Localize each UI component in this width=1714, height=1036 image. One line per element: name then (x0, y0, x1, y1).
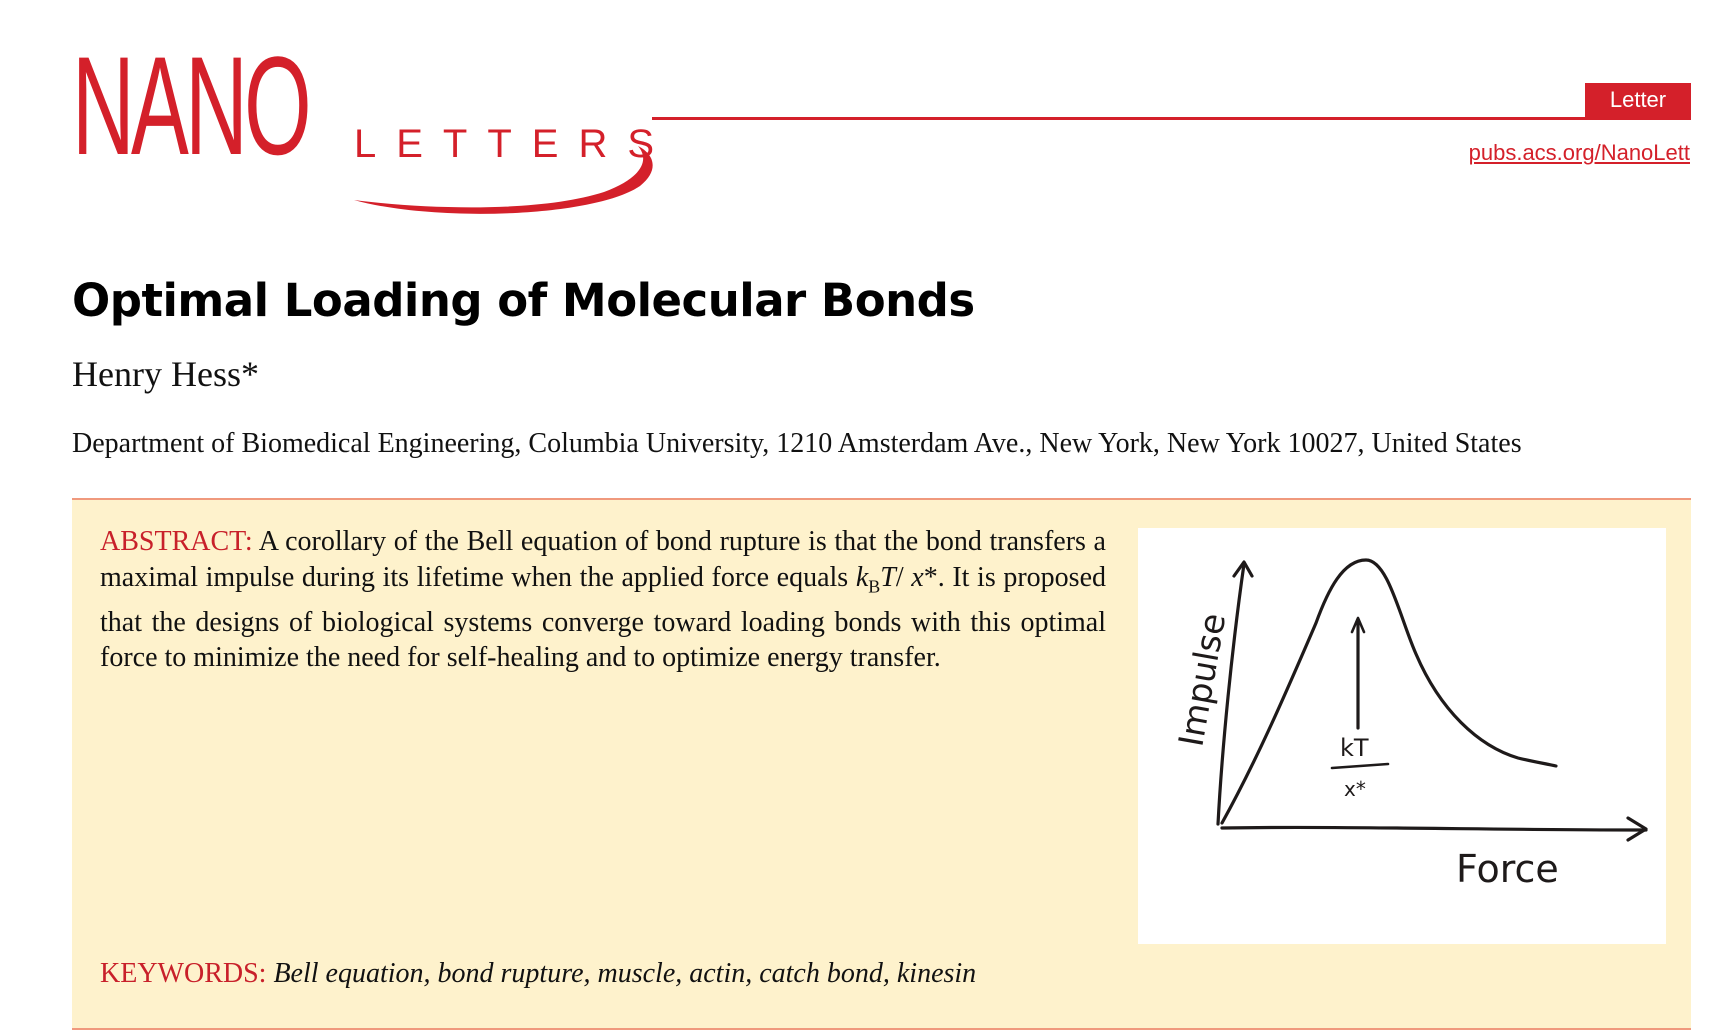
keywords-list: Bell equation, bond rupture, muscle, actin, catch bond, kinesin (273, 958, 977, 989)
abstract-body-1: A corollary of the Bell equation of bond rupture is that the bond transfers a maximal impulse during its lifetime when the applied force equals (100, 526, 1106, 593)
paper-title: Optimal Loading of Molecular Bonds (72, 274, 975, 327)
article-type-badge: Letter (1585, 83, 1691, 117)
sketch-y-label: Impulse (1171, 610, 1235, 750)
sketch-impulse-curve (1222, 560, 1556, 823)
abstract-box (72, 498, 1691, 1030)
toc-graphic-sketch (1138, 528, 1666, 944)
journal-url-link[interactable]: pubs.acs.org/NanoLett (1468, 140, 1690, 165)
abstract-kb-T: T (880, 561, 896, 593)
abstract-x: x (911, 561, 924, 593)
journal-logo-nano: NANO (72, 27, 308, 184)
keywords-line (100, 960, 976, 988)
abstract-kb-sub: B (868, 576, 881, 597)
abstract-text (100, 524, 1106, 676)
sketch-peak-denominator: x* (1344, 777, 1366, 801)
keywords-label: KEYWORDS: (100, 958, 267, 989)
abstract-kb-k: k (855, 561, 869, 593)
journal-logo-letters: LETTERS (354, 122, 675, 166)
sketch-x-label: Force (1456, 847, 1559, 891)
header-rule (652, 117, 1691, 120)
journal-logo (72, 27, 675, 184)
sketch-peak-numerator: kT (1340, 734, 1369, 762)
sketch-y-axis (1218, 564, 1244, 824)
abstract-slash: / (895, 561, 904, 593)
toc-graphic (1138, 528, 1666, 944)
abstract-body-2: *. It is proposed that the designs of biological systems converge toward loading bonds with this optimal force to minimize the need for self-healing and to optimize energy transfer. (100, 561, 1107, 674)
abstract-label: ABSTRACT: (100, 526, 253, 557)
author-name: Henry Hess* (72, 354, 259, 394)
sketch-fraction-bar (1332, 764, 1388, 768)
author-affiliation: Department of Biomedical Engineering, Columbia University, 1210 Amsterdam Ave., New York, New York 10027, United States (72, 428, 1522, 459)
sketch-x-axis (1222, 827, 1646, 830)
